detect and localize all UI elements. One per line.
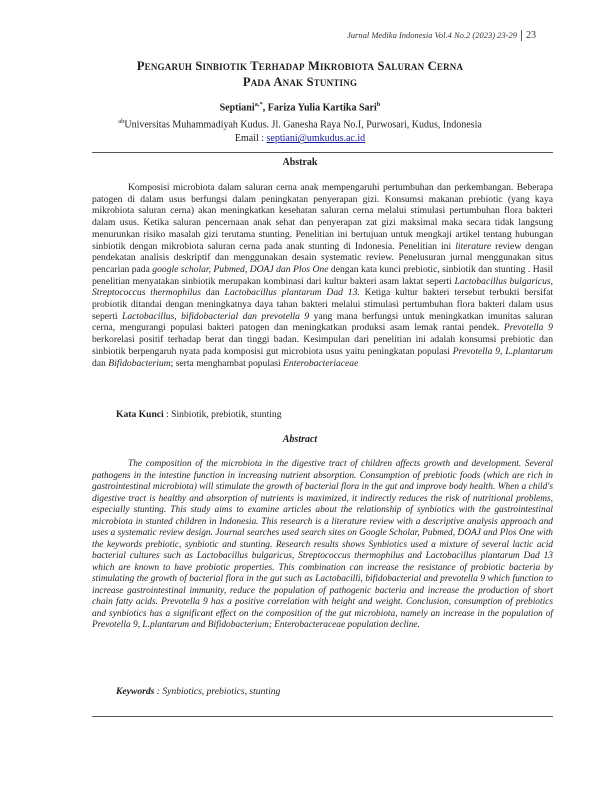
divider-top <box>92 152 553 153</box>
abstract-text <box>92 459 553 632</box>
abstrak-segment: dengan kata kunci prebiotic, sinbiotik dan stunting . Hasil penelitian menyatakan sinbiotik merupakan kombinasi dari kultur bakteri asam laktat seperti <box>92 263 553 287</box>
abstrak-italic-term: Prevotella 9 <box>503 322 553 334</box>
page-number: 23 <box>521 30 536 41</box>
abstract-heading: Abstract <box>282 434 318 445</box>
running-header <box>347 30 536 41</box>
abstrak-text <box>92 182 553 369</box>
abstrak-segment: Komposisi microbiota dalam saluran cerna anak mempengaruhi pertumbuhan dan perkembangan. Beberapa patogen di dalam usus berfungsi dalam peningkatan penyerapan gizi. Konsumsi makanan prebiotic (yang kaya mikrobiota saluran cerna) akan meningkatkan kesehatan saluran cerna melalui stimulasi pertumbuhan flora bakteri dalam usus. Ketika saluran pencernaan anak sehat dan penyerapan zat gizi maksimal maka secara tidak langsung menurunkan risiko masalah gizi terutama stunting. Penelitian ini bertujuan untuk mengkaji artikel tentang hubungan sinbiotik dengan mikrobiota saluran cerna pada anak stunting di Indonesia. Penelitian ini <box>92 182 553 252</box>
abstrak-italic-term: Bifidobacterium <box>108 357 171 369</box>
abstrak-italic-term: Enterobacteriaceae <box>283 357 359 369</box>
keywords-values: : Synbiotics, prebiotics, stunting <box>154 686 281 697</box>
affiliation-block <box>40 115 560 146</box>
abstrak-italic-term: literature <box>455 240 492 252</box>
author-2-affil-mark: b <box>376 101 381 108</box>
abstrak-segment: dan <box>92 357 109 369</box>
email-link[interactable]: septiani@umkudus.ac.id <box>266 133 366 145</box>
abstract-body: The composition of the microbiota in the digestive tract of children affects growth and development. Several pathogens in the intestine function in increasing nutrient absorption. Consumption of prebiotic foods (which are rich in gastrointestinal microbiota) will stimulate the growth of bacterial flora in the gut and improve body health. When a child's digestive tract is healthy and absorption of nutrients is maximized, it indirectly reduces the risk of nutritional problems, especially stunting. This study aims to examine articles about the relationship of synbiotics with the gastrointestinal microbiota in stunted children in Indonesia. This research is a literature review with a descriptive analysis approach and uses a systematic review design. Journal searches used search sites on Google Scholar, Pubmed, DOAJ and Plos One with the keywords prebiotic, synbiotic and stunting. Research results shows Synbiotics used a mixture of several lactic acid bacterial cultures such as Lactobacillus bulgaricus, Streptococcus thermophilus and Lactobacillus plantarum Dad 13 which are known to have probiotic properties. This combination can increase the resistance of probiotic bacteria by stimulating the growth of bacterial flora in the gut such as Lactobacilli, bifidobacterial and prevotella 9 which function to increase gastrointestinal immunity, reduce the population of pathogenic bacteria and increase the production of short chain fatty acids. Prevotella 9 has a positive correlation with height and weight. Conclusion, consumption of prebiotics and synbiotics has a significant effect on the composition of the gut microbiota, namely an increase in the population of Prevotella 9, L.plantarum and Bifidobacterium; Enterobacteraceae population decline. <box>92 459 553 630</box>
affiliation-mark: ab <box>118 118 125 125</box>
abstrak-segment: Ketiga kultur bakteri tersebut terbukti bersifat probiotik ditandai dengan meningkatnya daya tahan bakteri melalui stimulasi pertumbuhan flora bakteri dalam usus seperti <box>92 287 553 322</box>
abstrak-italic-term: google scholar, Pubmed, DOAJ dan Plos One <box>152 263 329 275</box>
abstrak-italic-term: Lactobacillus, bifidobacterial dan prevotella 9 <box>122 310 310 322</box>
abstrak-segment: review dengan pendekatan analisis deskriptif dan menggunakan desain systematic review. Penelusuran jurnal menggunakan situs pencarian pada <box>92 240 553 275</box>
title-line-1: Pengaruh Sinbiotik Terhadap Mikrobiota Saluran Cerna <box>136 59 464 73</box>
abstrak-heading: Abstrak <box>282 157 318 168</box>
abstrak-italic-term: Lactobacillus bulgaricus, Streptococcus thermophilus <box>92 275 553 299</box>
abstrak-segment: ; serta menghambat populasi <box>170 357 284 369</box>
abstrak-segment: yang mana berfungsi untuk meningkatkan imunitas saluran cerna, mengurangi populasi bakteri patogen dan meningkatkan produksi asam lemak rantai pendek. <box>92 310 553 334</box>
abstrak-italic-term: Prevotella 9, L.plantarum <box>452 345 553 357</box>
author-1: Septiani <box>219 102 255 114</box>
abstrak-segment: dan <box>200 287 225 299</box>
author-separator: , <box>262 102 268 114</box>
abstrak-segment: berkorelasi positif terhadap berat dan tinggi badan. Kesimpulan dari penelitian ini adalah konsumsi prebiotic dan sinbiotik berpengaruh nyata pada komposisi gut microbiota usus yaitu peningkatan populasi <box>92 334 553 357</box>
kata-kunci-values: : Sinbiotik, prebiotik, stunting <box>163 409 282 420</box>
authors <box>40 101 560 113</box>
title-line-2: Pada Anak Stunting <box>242 75 358 89</box>
affiliation-text: Universitas Muhammadiyah Kudus. Jl. Ganesha Raya No.I, Purwosari, Kudus, Indonesia <box>124 119 482 131</box>
kata-kunci-label: Kata Kunci <box>116 409 164 420</box>
abstrak-italic-term: Lactobacillus plantarum Dad 13. <box>224 287 360 299</box>
email-label: Email : <box>234 133 267 145</box>
divider-bottom <box>92 716 553 717</box>
email-line <box>40 132 560 146</box>
article-title <box>40 58 560 90</box>
author-2: Fariza Yulia Kartika Sari <box>267 102 377 114</box>
journal-citation: Jurnal Medika Indonesia Vol.4 No.2 (2023) 23-29 <box>347 30 517 40</box>
keywords-label: Keywords <box>116 686 155 697</box>
kata-kunci <box>116 409 553 420</box>
author-1-affil-mark: a,* <box>254 101 263 108</box>
keywords <box>116 686 553 697</box>
affiliation <box>40 115 560 132</box>
